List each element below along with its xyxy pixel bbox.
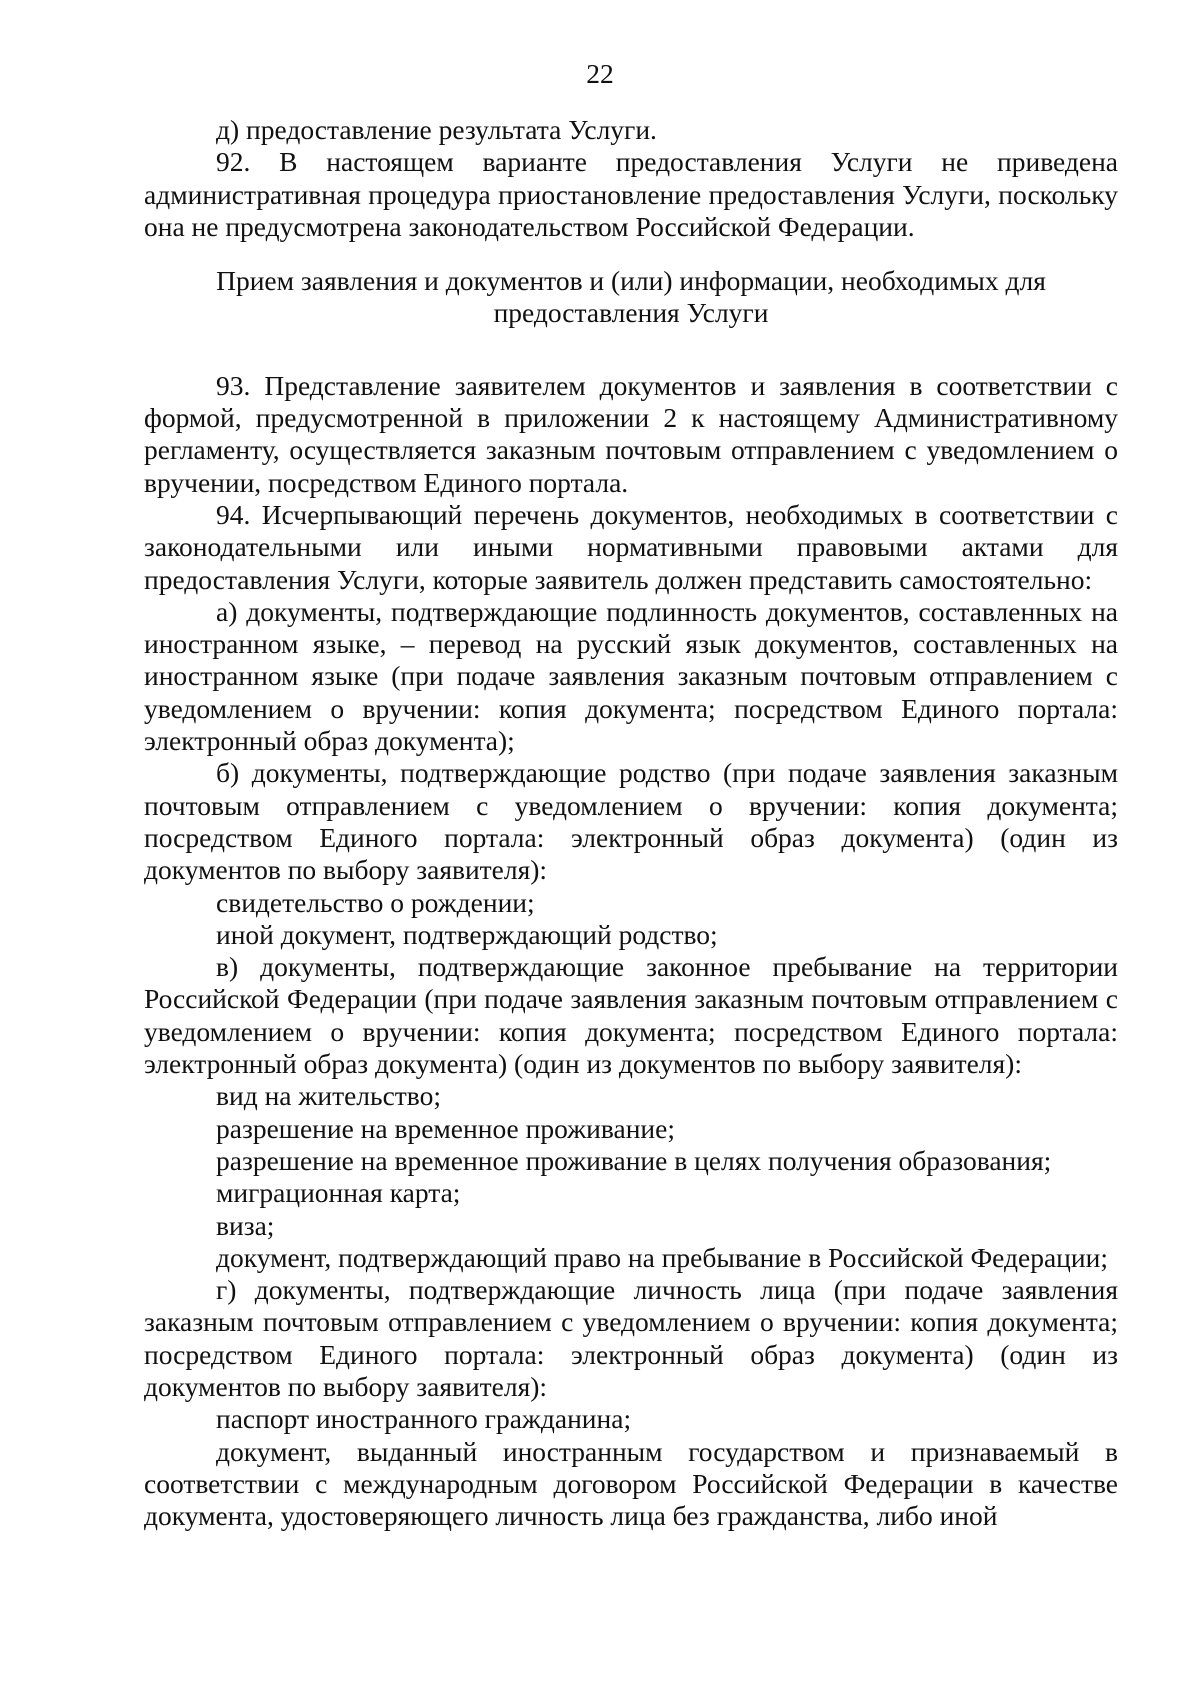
list-item-stay-right-document: документ, подтверждающий право на пребывание в Российской Федерации; [216,1241,1108,1273]
list-item-residence-permit: вид на жительство; [216,1080,441,1112]
list-item-g: г) документы, подтверждающие личность лица (при подаче заявления заказным почтовым отправлением с уведомлением о вручении: копия документа; посредством Единого портала: электронный образ документа) (один из документов по выбору заявителя): [144,1274,1118,1402]
list-item-migration-card: миграционная карта; [216,1177,461,1209]
list-item-foreign-passport: паспорт иностранного гражданина; [216,1403,632,1435]
document-body [144,114,1118,1532]
list-item-birth-certificate: свидетельство о рождении; [216,886,535,918]
list-item-kinship-document: иной документ, подтверждающий родство; [216,918,718,950]
section-heading: Прием заявления и документов и (или) информации, необходимых для предоставления Услуги [216,265,1046,329]
list-item-visa: виза; [216,1209,275,1241]
list-item-v: в) документы, подтверждающие законное пребывание на территории Российской Федерации (при подаче заявления заказным почтовым отправлением с уведомлением о вручении: копия документа; посредством Единого портала: электронный образ документа) (один из документов по выбору заявителя): [144,951,1118,1080]
paragraph-result: д) предоставление результата Услуги. [216,114,657,145]
list-item-b: б) документы, подтверждающие родство (при подаче заявления заказным почтовым отправлением с уведомлением о вручении: копия документа; посредством Единого портала: электронный образ документа) (один из документов по выбору заявителя): [144,757,1118,886]
paragraph-93: 93. Представление заявителем документов и заявления в соответствии с формой, предусмотренной в приложении 2 к настоящему Административному регламенту, осуществляется заказным почтовым отправлением с уведомлением о вручении, посредством Единого портала. [144,369,1118,498]
list-item-temporary-residence-education: разрешение на временное проживание в целях получения образования; [216,1144,1052,1176]
list-item-temporary-residence: разрешение на временное проживание; [216,1112,675,1144]
paragraph-92: 92. В настоящем варианте предоставления Услуги не приведена административная процедура приостановление предоставления Услуги, поскольку она не предусмотрена законодательством Российской Федерации. [144,146,1118,242]
paragraph-94: 94. Исчерпывающий перечень документов, необходимых в соответствии с законодательными или иными нормативными правовыми актами для предоставления Услуги, которые заявитель должен представить самостоятельно: [144,498,1118,595]
list-item-a: а) документы, подтверждающие подлинность документов, составленных на иностранном языке, – перевод на русский язык документов, составленных на иностранном языке (при подаче заявления заказным почтовым отправлением с уведомлением о вручении: копия документа; посредством Единого портала: электронный образ документа); [144,595,1118,757]
page-number: 22 [586,58,614,89]
list-item-foreign-state-document: документ, выданный иностранным государством и признаваемый в соответствии с международным договором Российской Федерации в качестве документа, удостоверяющего личность лица без гражданства, либо иной [144,1435,1118,1532]
